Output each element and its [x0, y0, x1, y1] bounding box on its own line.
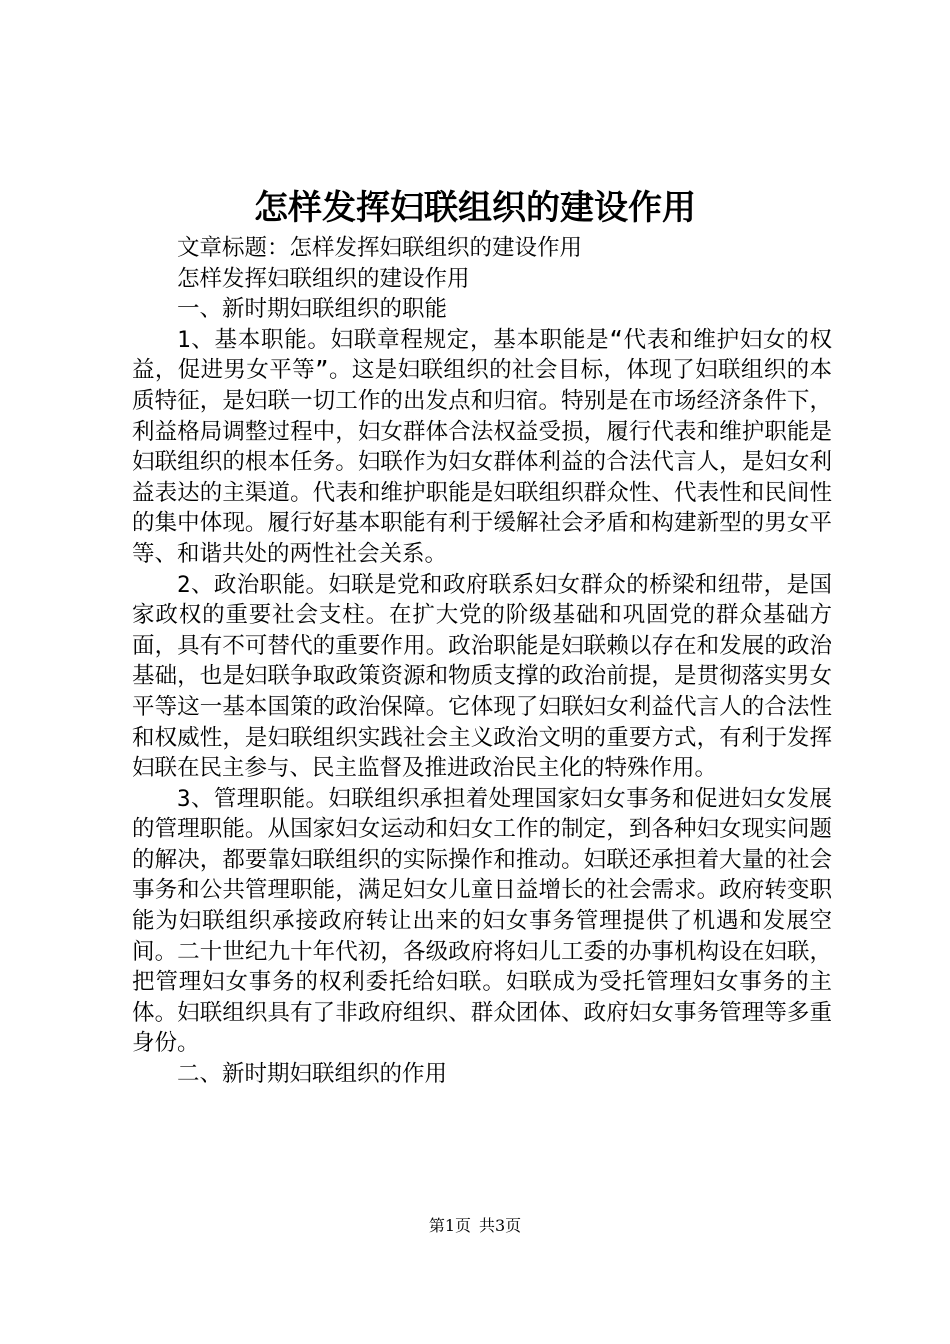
section-heading-1: 一、新时期妇联组织的职能: [177, 296, 448, 323]
section-heading-2: 二、新时期妇联组织的作用: [177, 1061, 448, 1088]
article-subtitle: 怎样发挥妇联组织的建设作用: [177, 265, 470, 292]
document-body: [132, 233, 832, 1090]
page-footer: [0, 1215, 950, 1237]
paragraph-basic-function: 1、基本职能。妇联章程规定，基本职能是“代表和维护妇女的权益，促进男女平等”。这是妇联组织的社会目标，体现了妇联组织的本质特征，是妇联一切工作的出发点和归宿。特别是在市场经济条件下，利益格局调整过程中，妇女群体合法权益受损，履行代表和维护职能是妇联组织的根本任务。妇联作为妇女群体利益的合法代言人，是妇女利益表达的主渠道。代表和维护职能是妇联组织群众性、代表性和民间性的集中体现。履行好基本职能有利于缓解社会矛盾和构建新型的男女平等、和谐共处的两性社会关系。: [132, 326, 832, 567]
paragraph-management-function: 3、管理职能。妇联组织承担着处理国家妇女事务和促进妇女发展的管理职能。从国家妇女运动和妇女工作的制定，到各种妇女现实问题的解决，都要靠妇联组织的实际操作和推动。妇联还承担着大量的社会事务和公共管理职能，满足妇女儿童日益增长的社会需求。政府转变职能为妇联组织承接政府转让出来的妇女事务管理提供了机遇和发展空间。二十世纪九十年代初，各级政府将妇儿工委的办事机构设在妇联，把管理妇女事务的权利委托给妇联。妇联成为受托管理妇女事务的主体。妇联组织具有了非政府组织、群众团体、政府妇女事务管理等多重身份。: [132, 785, 832, 1057]
page-total: 共3页: [479, 1216, 522, 1235]
page-number: 第1页: [428, 1216, 471, 1235]
document-title: 怎样发挥妇联组织的建设作用: [254, 188, 696, 228]
article-heading-line: 文章标题：怎样发挥妇联组织的建设作用: [177, 235, 583, 261]
paragraph-political-function: 2、政治职能。妇联是党和政府联系妇女群众的桥梁和纽带，是国家政权的重要社会支柱。在扩大党的阶级基础和巩固党的群众基础方面，具有不可替代的重要作用。政治职能是妇联赖以存在和发展的政治基础，也是妇联争取政策资源和物质支撑的政治前提，是贯彻落实男女平等这一基本国策的政治保障。它体现了妇联妇女利益代言人的合法性和权威性，是妇联组织实践社会主义政治文明的重要方式，有利于发挥妇联在民主参与、民主监督及推进政治民主化的特殊作用。: [132, 571, 832, 782]
